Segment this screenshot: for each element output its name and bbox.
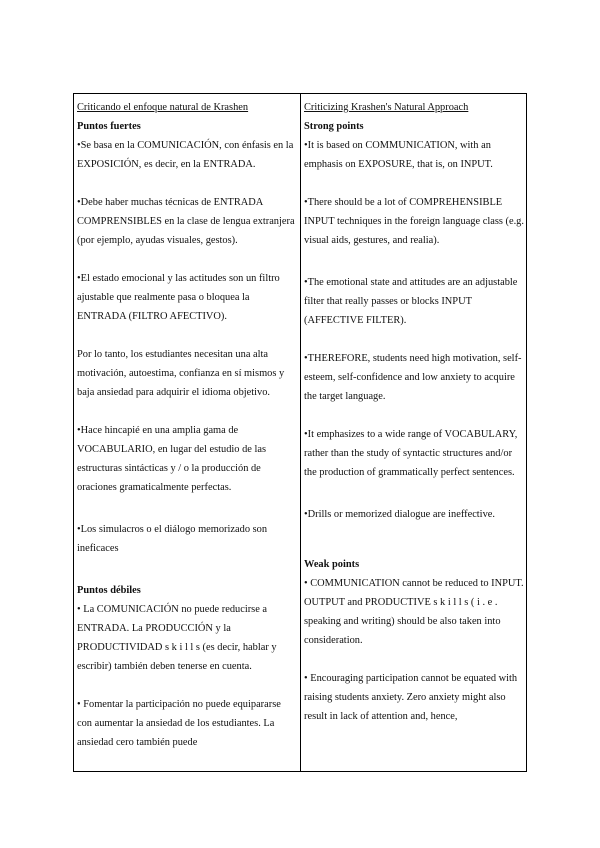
english-weak-heading: Weak points [304,559,360,570]
english-weak-point-2: • Encouraging participation cannot be equated with raising students anxiety. Zero anxiety might also result in lack of attention and, hence, [304,673,518,722]
english-strong-point-5: •It emphasizes to a wide range of VOCABULARY, rather than the study of syntactic structures and/or the production of grammatically perfect sentences. [304,429,518,478]
english-weak-point-1: • COMMUNICATION cannot be reduced to INPUT. OUTPUT and PRODUCTIVE s k i l l s ( i . e . speaking and writing) should be also taken into consideration. [304,578,524,646]
spanish-column [77,98,296,752]
spanish-strong-point-4: Por lo tanto, los estudiantes necesitan una alta motivación, autoestima, confianza en sí mismos y baja ansiedad para adquirir el idioma objetivo. [77,349,285,398]
column-divider [300,94,301,771]
comparison-table [73,93,527,772]
english-strong-heading: Strong points [304,121,364,132]
spanish-title: Criticando el enfoque natural de Krashen [77,102,249,113]
english-strong-point-6: •Drills or memorized dialogue are ineffective. [304,509,495,520]
english-strong-point-3: •The emotional state and attitudes are an adjustable filter that really passes or blocks INPUT (AFFECTIVE FILTER). [304,277,518,326]
english-strong-point-4: •THEREFORE, students need high motivation, self-esteem, self-confidence and low anxiety to acquire the target language. [304,353,522,402]
spanish-weak-heading: Puntos débiles [77,585,141,596]
spanish-strong-point-6: •Los simulacros o el diálogo memorizado son ineficaces [77,524,268,554]
english-strong-point-1: •It is based on COMMUNICATION, with an emphasis on EXPOSURE, that is, on INPUT. [304,140,493,170]
english-title: Criticizing Krashen's Natural Approach [304,102,469,113]
spanish-strong-point-5: •Hace hincapié en una amplia gama de VOCABULARIO, en lugar del estudio de las estructuras sintácticas y / o la producción de oraciones gramaticalmente perfectas. [77,425,267,493]
spanish-strong-point-1: •Se basa en la COMUNICACIÓN, con énfasis en la EXPOSICIÓN, es decir, en la ENTRADA. [77,140,294,170]
spanish-strong-point-2: •Debe haber muchas técnicas de ENTRADA COMPRENSIBLES en la clase de lengua extranjera (por ejemplo, ayudas visuales, gestos). [77,197,295,246]
english-strong-point-2: •There should be a lot of COMPREHENSIBLE INPUT techniques in the foreign language class (e.g. visual aids, gestures, and realia). [304,197,524,246]
spanish-strong-heading: Puntos fuertes [77,121,141,132]
spanish-weak-point-2: • Fomentar la participación no puede equipararse con aumentar la ansiedad de los estudiantes. La ansiedad cero también puede [77,699,281,748]
spanish-weak-point-1: • La COMUNICACIÓN no puede reducirse a ENTRADA. La PRODUCCIÓN y la PRODUCTIVIDAD s k i l l s (es decir, hablar y escribir) también deben tenerse en cuenta. [77,604,277,672]
english-column [304,98,524,726]
spanish-strong-point-3: •El estado emocional y las actitudes son un filtro ajustable que realmente pasa o bloquea la ENTRADA (FILTRO AFECTIVO). [77,273,280,322]
